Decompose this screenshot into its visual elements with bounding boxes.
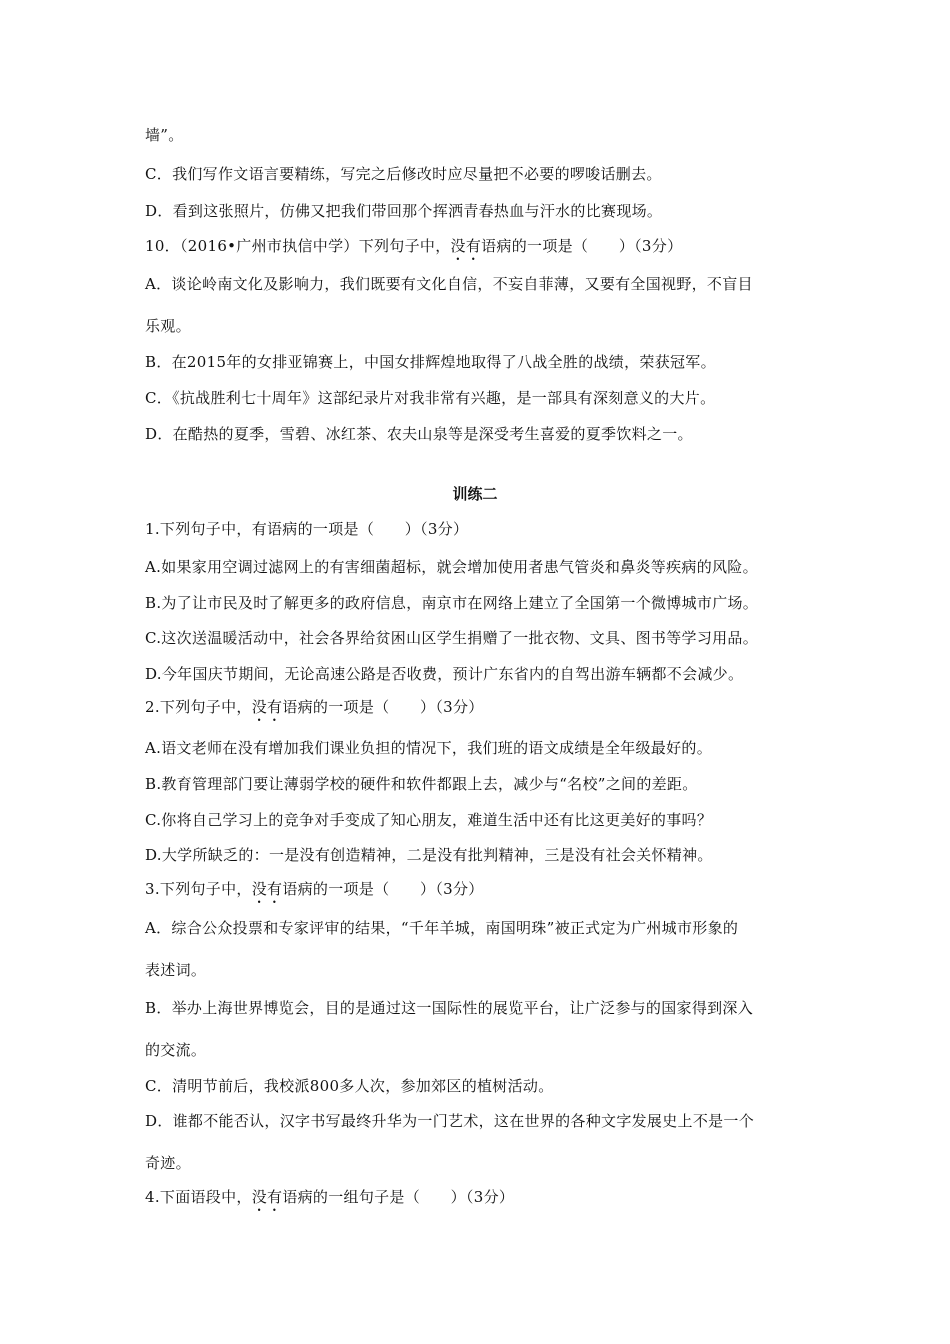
option-c: C．清明节前后，我校派800多人次，参加郊区的植树活动。	[145, 1077, 554, 1095]
option-d: D.大学所缺乏的：一是没有创造精神，二是没有批判精神，三是没有社会关怀精神。	[145, 846, 713, 864]
emphasis-text: 没有	[251, 1188, 283, 1206]
option-a: A.语文老师在没有增加我们课业负担的情况下，我们班的语文成绩是全年级最好的。	[145, 739, 713, 757]
emphasis-text: 没有	[450, 237, 482, 255]
option-c: C．我们写作文语言要精练，写完之后修改时应尽量把不必要的啰唆话删去。	[145, 165, 662, 183]
option-d: D．看到这张照片，仿佛又把我们带回那个挥洒青春热血与汗水的比赛现场。	[145, 202, 663, 220]
question-1: 1.下列句子中，有语病的一项是（ ）（3分）	[145, 520, 469, 538]
question-10	[145, 236, 682, 264]
question-text: 语病的一组句子是（ ）（3分）	[282, 1188, 515, 1206]
text-line: 奇迹。	[145, 1154, 191, 1172]
question-text: 10．（2016•广州市执信中学）下列句子中，	[145, 237, 451, 255]
option-c: C.你将自己学习上的竞争对手变成了知心朋友，难道生活中还有比这更美好的事吗？	[145, 811, 713, 829]
option-b: B.为了让市民及时了解更多的政府信息，南京市在网络上建立了全国第一个微博城市广场。	[145, 594, 759, 612]
option-a: A.如果家用空调过滤网上的有害细菌超标，就会增加使用者患气管炎和鼻炎等疾病的风险。	[145, 558, 758, 576]
question-text: 语病的一项是（ ）（3分）	[282, 880, 484, 898]
question-2	[145, 697, 484, 725]
option-c: C.这次送温暖活动中，社会各界给贫困山区学生捐赠了一批衣物、文具、图书等学习用品。	[145, 629, 759, 647]
text-line: 墙”。	[145, 126, 184, 144]
option-b: B．举办上海世界博览会，目的是通过这一国际性的展览平台，让广泛参与的国家得到深入	[145, 999, 754, 1017]
option-c: C．《抗战胜利七十周年》这部纪录片对我非常有兴趣，是一部具有深刻意义的大片。	[145, 389, 716, 407]
question-text: 3.下列句子中，	[145, 880, 252, 898]
option-a: A．谈论岭南文化及影响力，我们既要有文化自信，不妄自菲薄，又要有全国视野，不盲目	[145, 275, 753, 293]
question-4	[145, 1187, 514, 1215]
text-line: 表述词。	[145, 961, 207, 979]
section-heading: 训练二	[452, 485, 498, 503]
question-text: 语病的一项是（ ）（3分）	[481, 237, 683, 255]
question-text: 语病的一项是（ ）（3分）	[282, 698, 484, 716]
emphasis-text: 没有	[251, 880, 283, 898]
option-a: A．综合公众投票和专家评审的结果，“千年羊城，南国明珠”被正式定为广州城市形象的	[145, 919, 739, 937]
option-b: B．在2015年的女排亚锦赛上，中国女排辉煌地取得了八战全胜的战绩，荣获冠军。	[145, 353, 716, 371]
text-line: 乐观。	[145, 317, 191, 335]
option-d: D．在酷热的夏季，雪碧、冰红茶、农夫山泉等是深受考生喜爱的夏季饮料之一。	[145, 425, 693, 443]
question-text: 2.下列句子中，	[145, 698, 252, 716]
option-d: D.今年国庆节期间，无论高速公路是否收费，预计广东省内的自驾出游车辆都不会减少。	[145, 665, 744, 683]
option-d: D．谁都不能否认，汉字书写最终升华为一门艺术，这在世界的各种文字发展史上不是一个	[145, 1112, 755, 1130]
option-b: B.教育管理部门要让薄弱学校的硬件和软件都跟上去，减少与“名校”之间的差距。	[145, 775, 698, 793]
text-line: 的交流。	[145, 1041, 207, 1059]
question-3	[145, 879, 484, 907]
question-text: 4.下面语段中，	[145, 1188, 252, 1206]
emphasis-text: 没有	[251, 698, 283, 716]
